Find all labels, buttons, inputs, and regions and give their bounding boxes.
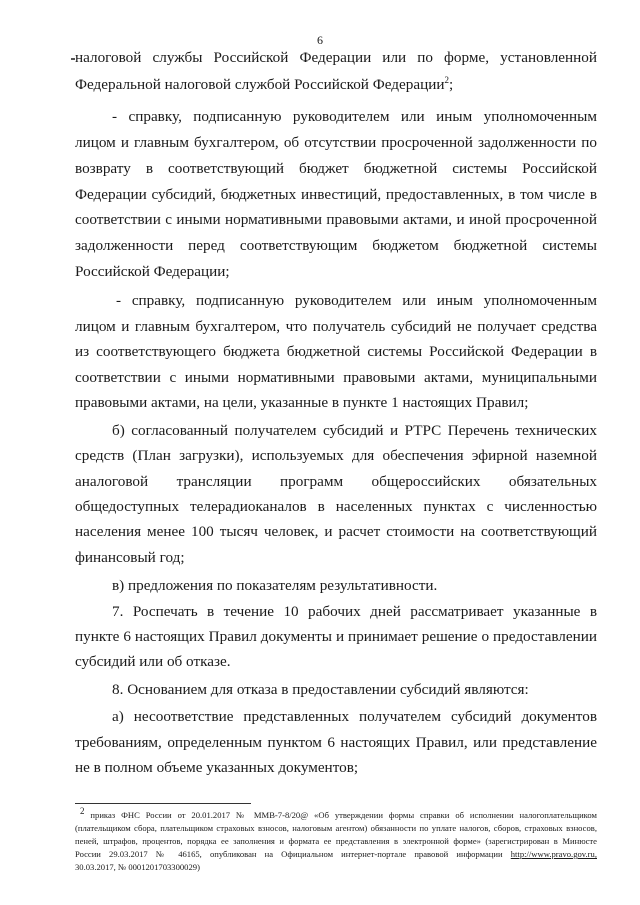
text-line: лицом и главным бухгалтером, что получатель субсидий не получает средства [75,318,597,335]
text-line: Российской Федерации; [75,263,230,280]
footnote-text: приказ ФНС России от 20.01.2017 № ММВ-7-8/20@ «Об утверждении формы справки об исполнении налогоплательщиком [90,810,597,820]
text-line: субсидий или об отказе. [75,653,231,670]
text-line: населения менее 100 тысяч человек, и расчет стоимости на соответствующий [75,523,597,540]
text-line [75,75,597,95]
text-line: средств (План загрузки), используемых для обеспечения эфирной наземной [75,447,597,464]
text-line: 8. Основанием для отказа в предоставлении субсидий являются: [112,681,529,698]
text-line: налоговой службы Российской Федерации или по форме, установленной [75,49,597,66]
text-line-tail: ; [448,76,454,93]
footnote-line [75,848,597,861]
text-line: соответствии с иными нормативными правовыми актами, муниципальными [75,369,597,386]
footnote-line: 30.03.2017, № 0001201703300029) [75,862,200,872]
footnote-reference[interactable]: 2 [444,74,449,85]
footnote-divider [75,803,251,804]
text-line: 7. Роспечать в течение 10 рабочих дней рассматривает указанные в [112,603,597,620]
text-line: а) несоответствие представленных получателем субсидий документов [112,708,597,725]
footnote-text: России 29.03.2017 № 46165, опубликован на Официальном интернет-портале правовой информации [75,849,503,859]
footnote-number: 2 [80,806,85,817]
text-line: возврату в соответствующий бюджет бюджетной системы Российской [75,160,597,177]
text-line: общедоступных телерадиоканалов в населенных пунктах с численностью [75,498,597,515]
text-line: финансовый год; [75,549,185,566]
text-line: соответствии с иными нормативными правовыми актами, и иной просроченной [75,211,597,228]
text-line: из соответствующего бюджета бюджетной системы Российской Федерации в [75,343,597,360]
text-line: Федерации субсидий, бюджетных инвестиций, предоставленных, в том числе в [75,186,597,203]
text-line: б) согласованный получателем субсидий и РТРС Перечень технических [112,422,597,439]
footnote-line: (плательщиком сбора, плательщиком страховых взносов, налоговым агентом) обязанности по уплате налогов, сборов, страховых взносов, [75,823,597,833]
footnote-line [80,806,597,822]
text-line: аналоговой трансляции программ общероссийских обязательных [75,473,597,490]
footnote-line: пеней, штрафов, процентов, порядка ее заполнения и формата ее представления в электронной форме» (зарегистрирован в Минюсте [75,836,597,846]
text-line: правовыми актами, на цели, указанные в пункте 1 настоящих Правил; [75,394,529,411]
footnote-link[interactable]: http://www.pravo.gov.ru, [510,849,597,859]
text-line: лицом и главным бухгалтером, об отсутствии просроченной задолженности по [75,134,597,151]
text-line: в) предложения по показателям результативности. [112,577,438,594]
text-line: - справку, подписанную руководителем или иным уполномоченным [112,108,597,125]
text-line: требованиям, определенным пунктом 6 настоящих Правил, или представление [75,734,597,751]
text-line: - справку, подписанную руководителем или иным уполномоченным [116,292,597,309]
text-line: пункте 6 настоящих Правил документы и принимает решение о предоставлении [75,628,597,645]
text-line-content: Федеральной налоговой службой Российской Федерации [75,76,445,93]
text-line: задолженности перед соответствующим бюджетом бюджетной системы [75,237,597,254]
text-line: не в полном объеме указанных документов; [75,759,359,776]
page-number: 6 [317,33,323,47]
